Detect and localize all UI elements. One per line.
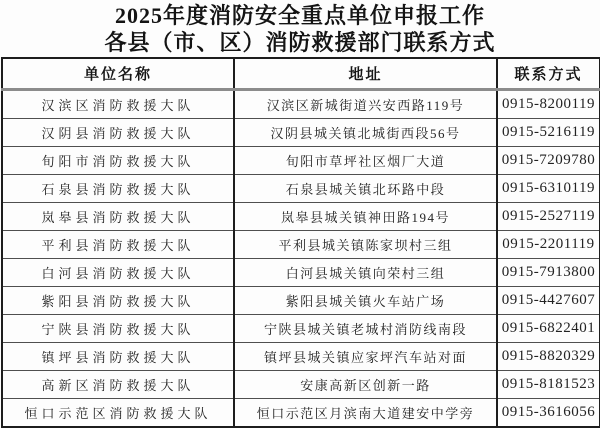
unit-name-cell: 旬阳市消防救援大队 bbox=[2, 147, 234, 175]
table-row bbox=[2, 371, 600, 399]
table-row bbox=[2, 399, 600, 428]
table-header-row bbox=[2, 58, 600, 90]
header-contact: 联系方式 bbox=[497, 58, 600, 90]
table-row bbox=[2, 175, 600, 203]
unit-name-cell: 恒口示范区消防救援大队 bbox=[2, 399, 234, 428]
phone-cell: 0915-6822401 bbox=[497, 315, 600, 343]
unit-name-cell: 镇坪县消防救援大队 bbox=[2, 343, 234, 371]
phone-cell: 0915-3616056 bbox=[497, 399, 600, 428]
header-unit-name: 单位名称 bbox=[2, 58, 234, 90]
unit-name-cell: 岚皋县消防救援大队 bbox=[2, 203, 234, 231]
unit-name-cell: 石泉县消防救援大队 bbox=[2, 175, 234, 203]
phone-cell: 0915-5216119 bbox=[497, 119, 600, 147]
table-body bbox=[2, 90, 600, 428]
table-row bbox=[2, 287, 600, 315]
address-cell: 石泉县城关镇北环路中段 bbox=[234, 175, 497, 203]
unit-name-cell: 白河县消防救援大队 bbox=[2, 259, 234, 287]
phone-cell: 0915-8200119 bbox=[497, 90, 600, 119]
table-row bbox=[2, 203, 600, 231]
address-cell: 安康高新区创新一路 bbox=[234, 371, 497, 399]
phone-cell: 0915-8820329 bbox=[497, 343, 600, 371]
unit-name-cell: 宁陕县消防救援大队 bbox=[2, 315, 234, 343]
title-line-1: 2025年度消防安全重点单位申报工作 bbox=[114, 3, 485, 28]
address-cell: 汉滨区新城街道兴安西路119号 bbox=[234, 90, 497, 119]
address-cell: 旬阳市草坪社区烟厂大道 bbox=[234, 147, 497, 175]
unit-name-cell: 汉滨区消防救援大队 bbox=[2, 90, 234, 119]
phone-cell: 0915-2527119 bbox=[497, 203, 600, 231]
address-cell: 宁陕县城关镇老城村消防线南段 bbox=[234, 315, 497, 343]
phone-cell: 0915-7209780 bbox=[497, 147, 600, 175]
header-address: 地址 bbox=[234, 58, 497, 90]
address-cell: 镇坪县城关镇应家坪汽车站对面 bbox=[234, 343, 497, 371]
table-row bbox=[2, 259, 600, 287]
phone-cell: 0915-7913800 bbox=[497, 259, 600, 287]
address-cell: 紫阳县城关镇火车站广场 bbox=[234, 287, 497, 315]
contact-table bbox=[1, 57, 600, 428]
unit-name-cell: 平利县消防救援大队 bbox=[2, 231, 234, 259]
table-row bbox=[2, 90, 600, 119]
unit-name-cell: 高新区消防救援大队 bbox=[2, 371, 234, 399]
table-row bbox=[2, 315, 600, 343]
table-row bbox=[2, 147, 600, 175]
table-row bbox=[2, 231, 600, 259]
address-cell: 平利县城关镇陈家坝村三组 bbox=[234, 231, 497, 259]
phone-cell: 0915-4427607 bbox=[497, 287, 600, 315]
address-cell: 恒口示范区月滨南大道建安中学旁 bbox=[234, 399, 497, 428]
phone-cell: 0915-8181523 bbox=[497, 371, 600, 399]
unit-name-cell: 汉阴县消防救援大队 bbox=[2, 119, 234, 147]
document-title bbox=[0, 0, 600, 57]
address-cell: 岚皋县城关镇神田路194号 bbox=[234, 203, 497, 231]
table-row bbox=[2, 119, 600, 147]
title-line-2: 各县（市、区）消防救援部门联系方式 bbox=[104, 30, 496, 55]
table-row bbox=[2, 343, 600, 371]
phone-cell: 0915-2201119 bbox=[497, 231, 600, 259]
address-cell: 白河县城关镇向荣村三组 bbox=[234, 259, 497, 287]
unit-name-cell: 紫阳县消防救援大队 bbox=[2, 287, 234, 315]
phone-cell: 0915-6310119 bbox=[497, 175, 600, 203]
address-cell: 汉阴县城关镇北城街西段56号 bbox=[234, 119, 497, 147]
